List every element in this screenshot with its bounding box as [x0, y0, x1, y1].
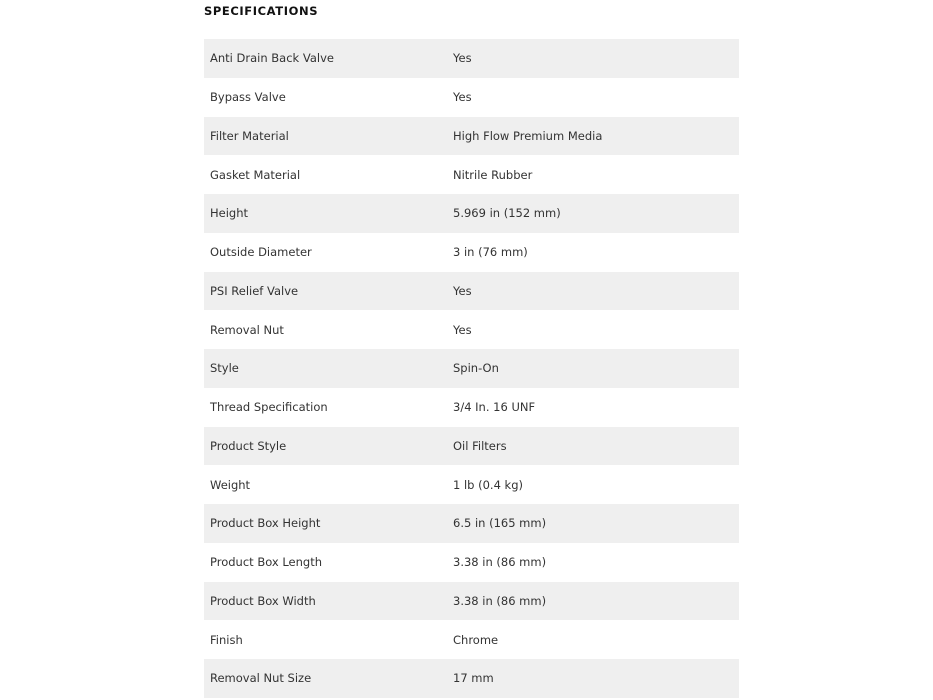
spec-label: Product Box Width	[210, 593, 316, 608]
spec-value: 3/4 In. 16 UNF	[453, 400, 536, 415]
spec-row	[204, 349, 739, 388]
spec-row	[204, 155, 739, 194]
spec-value: High Flow Premium Media	[453, 128, 603, 143]
spec-label: Height	[210, 206, 249, 221]
specifications-heading: SPECIFICATIONS	[204, 4, 319, 18]
spec-value: 3.38 in (86 mm)	[453, 593, 547, 608]
spec-row	[204, 465, 739, 504]
spec-value: 1 lb (0.4 kg)	[453, 477, 523, 492]
spec-label: Thread Specification	[210, 400, 328, 415]
spec-label: Removal Nut	[210, 322, 284, 337]
spec-row	[204, 310, 739, 349]
spec-value: Chrome	[453, 632, 499, 647]
spec-label: Gasket Material	[210, 167, 301, 182]
spec-label: Product Style	[210, 438, 287, 453]
spec-value: 3.38 in (86 mm)	[453, 555, 547, 570]
spec-row	[204, 117, 739, 156]
spec-row	[204, 504, 739, 543]
spec-row	[204, 78, 739, 117]
spec-value: Yes	[453, 322, 472, 337]
spec-row	[204, 582, 739, 621]
spec-label: Removal Nut Size	[210, 671, 312, 686]
spec-value: 6.5 in (165 mm)	[453, 516, 547, 531]
spec-label: Product Box Height	[210, 516, 321, 531]
spec-label: PSI Relief Valve	[210, 283, 299, 298]
spec-row	[204, 427, 739, 466]
spec-label: Style	[210, 361, 239, 376]
spec-value: 3 in (76 mm)	[453, 245, 528, 260]
spec-row	[204, 39, 739, 78]
spec-row	[204, 272, 739, 311]
spec-label: Anti Drain Back Valve	[210, 51, 334, 66]
spec-row	[204, 659, 739, 698]
spec-row	[204, 620, 739, 659]
spec-label: Finish	[210, 632, 243, 647]
spec-row	[204, 233, 739, 272]
spec-value: Nitrile Rubber	[453, 167, 533, 182]
spec-label: Filter Material	[210, 128, 289, 143]
spec-value: Yes	[453, 90, 472, 105]
spec-row	[204, 388, 739, 427]
spec-label: Weight	[210, 477, 251, 492]
spec-value: Oil Filters	[453, 438, 507, 453]
spec-value: Yes	[453, 283, 472, 298]
spec-label: Product Box Length	[210, 555, 323, 570]
spec-label: Bypass Valve	[210, 90, 286, 105]
spec-value: 5.969 in (152 mm)	[453, 206, 561, 221]
spec-row	[204, 194, 739, 233]
spec-value: Spin-On	[453, 361, 499, 376]
spec-row	[204, 543, 739, 582]
specifications-table	[204, 39, 739, 698]
spec-value: 17 mm	[453, 671, 494, 686]
spec-label: Outside Diameter	[210, 245, 312, 260]
spec-value: Yes	[453, 51, 472, 66]
